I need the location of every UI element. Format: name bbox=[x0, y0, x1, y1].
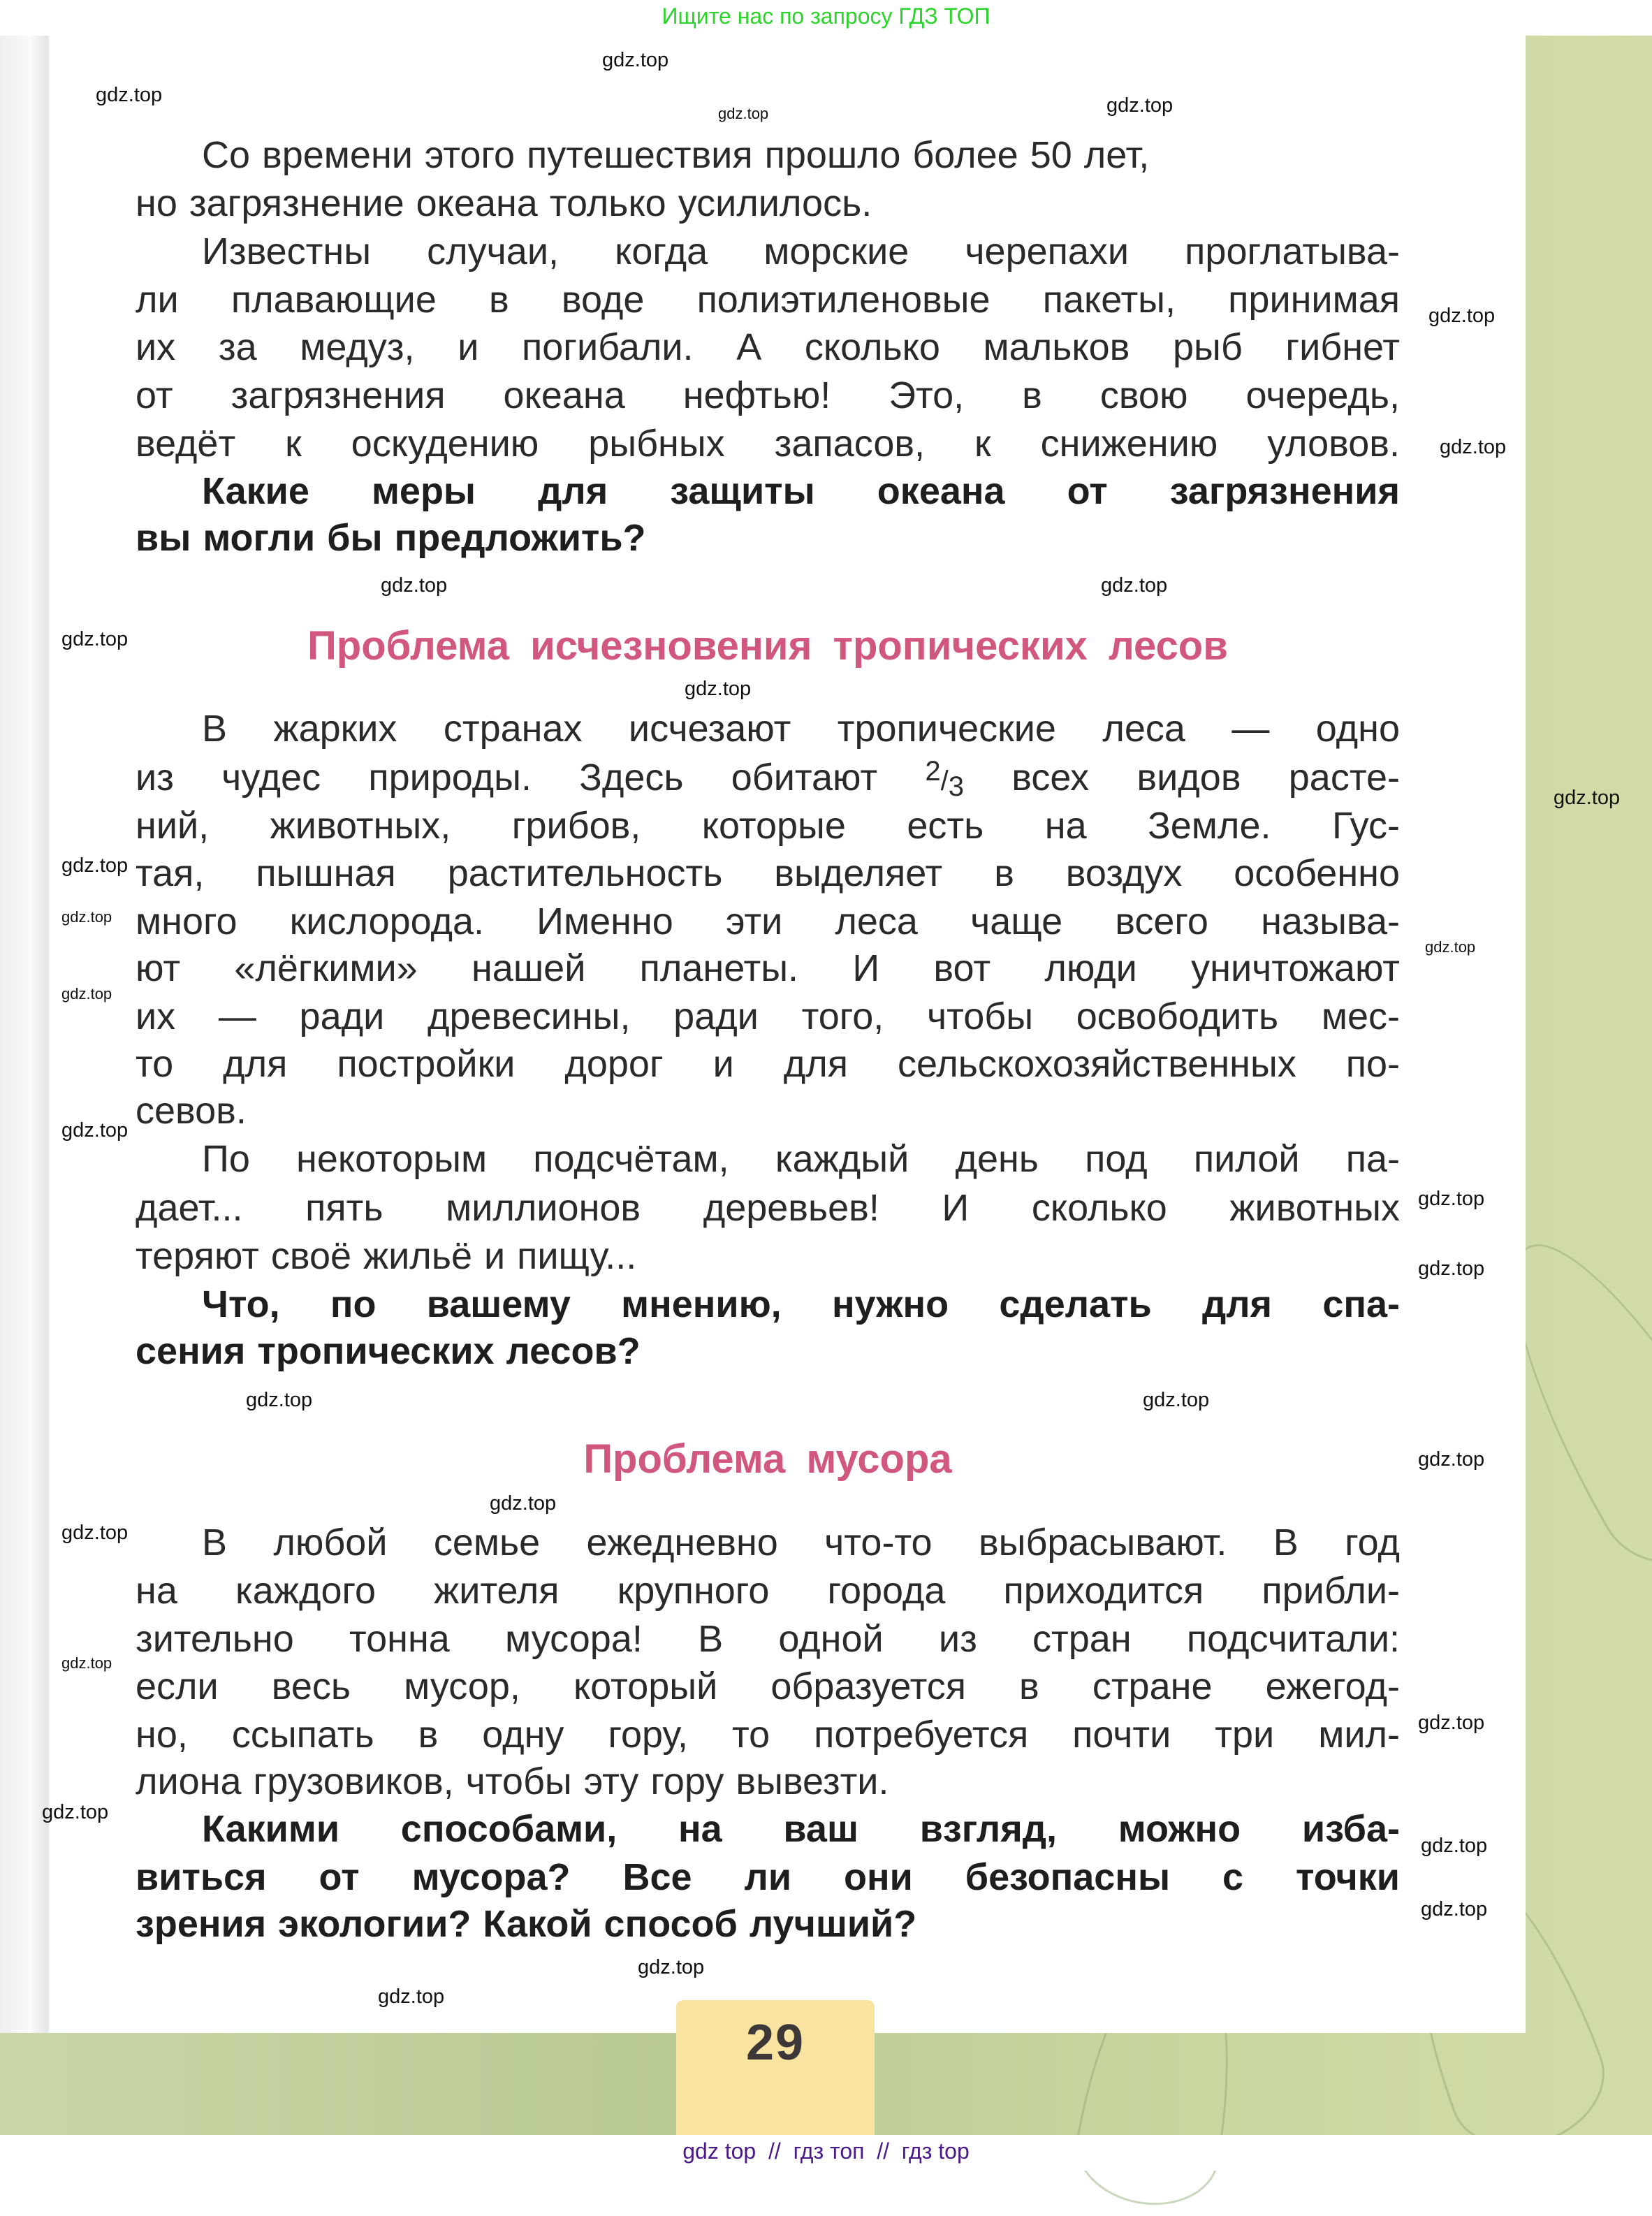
watermark: gdz.top bbox=[61, 628, 129, 650]
text-line: но, ссыпать в одну гору, то потребуется почти три мил- bbox=[136, 1714, 1400, 1756]
watermark: gdz.top bbox=[1418, 1258, 1485, 1280]
watermark: gdz.top bbox=[1428, 305, 1496, 327]
text-line: В любой семье ежедневно что-то выбрасывают. В год bbox=[202, 1522, 1400, 1563]
question-line: вы могли бы предложить? bbox=[136, 517, 646, 559]
text-line: ют «лёгкими» нашей планеты. И вот люди уничтожают bbox=[136, 947, 1400, 989]
watermark: gdz.top bbox=[61, 1654, 112, 1672]
text-line: Со времени этого путешествия прошло более 50 лет, bbox=[202, 134, 1150, 176]
watermark: gdz.top bbox=[1425, 938, 1476, 956]
question-line: зрения экологии? Какой способ лучший? bbox=[136, 1903, 917, 1945]
watermark: gdz.top bbox=[61, 985, 112, 1003]
question-line: Какими способами, на ваш взгляд, можно изба- bbox=[202, 1808, 1400, 1850]
watermark: gdz.top bbox=[718, 105, 769, 122]
text-line: то для постройки дорог и для сельскохозяйственных по- bbox=[136, 1043, 1400, 1085]
watermark: gdz.top bbox=[42, 1801, 109, 1823]
watermark: gdz.top bbox=[602, 49, 669, 71]
fraction-numerator: 2 bbox=[925, 756, 941, 787]
watermark: gdz.top bbox=[638, 1956, 705, 1978]
text-line: их — ради древесины, ради того, чтобы освободить мес- bbox=[136, 996, 1400, 1037]
text-line: Известны случаи, когда морские черепахи проглатыва- bbox=[202, 231, 1400, 272]
watermark: gdz.top bbox=[1421, 1835, 1488, 1857]
section-heading-forests: Проблема исчезновения тропических лесов bbox=[307, 623, 1228, 669]
watermark: gdz.top bbox=[381, 574, 448, 597]
watermark: gdz.top bbox=[1418, 1712, 1485, 1734]
watermark: gdz.top bbox=[61, 1522, 129, 1544]
text-line: зительно тонна мусора! В одной из стран подсчитали: bbox=[136, 1618, 1400, 1660]
watermark: gdz.top bbox=[685, 678, 752, 700]
text-line: ли плавающие в воде полиэтиленовые пакеты, принимая bbox=[136, 279, 1400, 321]
section-heading-garbage: Проблема мусора bbox=[583, 1436, 952, 1482]
watermark: gdz.top bbox=[61, 908, 112, 926]
text-line bbox=[136, 754, 1400, 801]
text-line: теряют своё жильё и пищу... bbox=[136, 1235, 637, 1277]
text-line: на каждого жителя крупного города приходится прибли- bbox=[136, 1570, 1400, 1612]
watermark: gdz.top bbox=[1440, 436, 1507, 458]
search-banner bbox=[0, 0, 1652, 36]
footer-links-text[interactable]: gdz top // гдз топ // гдз top bbox=[682, 2138, 970, 2164]
watermark: gdz.top bbox=[378, 1985, 445, 2008]
watermark: gdz.top bbox=[96, 84, 163, 106]
text-line: В жарких странах исчезают тропические леса — одно bbox=[202, 708, 1400, 750]
watermark: gdz.top bbox=[490, 1492, 557, 1515]
watermark: gdz.top bbox=[1554, 787, 1621, 809]
page-number: 29 bbox=[745, 2015, 805, 2071]
fraction-denominator: 3 bbox=[948, 771, 964, 802]
text-line: ний, животных, грибов, которые есть на Земле. Гус- bbox=[136, 805, 1400, 847]
text-line: их за медуз, и погибали. А сколько мальков рыб гибнет bbox=[136, 326, 1400, 368]
watermark: gdz.top bbox=[246, 1389, 313, 1411]
watermark: gdz.top bbox=[1418, 1448, 1485, 1471]
watermark: gdz.top bbox=[61, 1119, 129, 1142]
text-fragment: всех видов расте- bbox=[963, 757, 1400, 799]
text-line: севов. bbox=[136, 1090, 247, 1132]
question-line: сения тропических лесов? bbox=[136, 1330, 641, 1372]
text-line: лиона грузовиков, чтобы эту гору вывезти. bbox=[136, 1761, 889, 1802]
search-banner-text: Ищите нас по запросу ГДЗ ТОП bbox=[661, 3, 991, 29]
question-line: Что, по вашему мнению, нужно сделать для спа- bbox=[202, 1283, 1400, 1325]
watermark: gdz.top bbox=[1106, 94, 1174, 117]
text-line: если весь мусор, который образуется в стране ежегод- bbox=[136, 1665, 1400, 1707]
page-number-tab bbox=[676, 2000, 875, 2135]
watermark: gdz.top bbox=[61, 854, 129, 877]
fraction-two-thirds: 2/3 bbox=[925, 756, 964, 802]
page-fold-shadow bbox=[0, 36, 50, 2033]
footer-banner bbox=[0, 2135, 1652, 2171]
watermark: gdz.top bbox=[1421, 1898, 1488, 1920]
watermark: gdz.top bbox=[1101, 574, 1168, 597]
text-fragment: из чудес природы. Здесь обитают bbox=[136, 757, 926, 799]
question-line: виться от мусора? Все ли они безопасны с точки bbox=[136, 1856, 1400, 1898]
text-line: По некоторым подсчётам, каждый день под пилой па- bbox=[202, 1138, 1400, 1180]
text-line: но загрязнение океана только усилилось. bbox=[136, 182, 872, 224]
text-line: много кислорода. Именно эти леса чаще всего называ- bbox=[136, 901, 1400, 942]
text-line: тая, пышная растительность выделяет в воздух особенно bbox=[136, 852, 1400, 894]
text-line: от загрязнения океана нефтью! Это, в свою очередь, bbox=[136, 374, 1400, 416]
question-line: Какие меры для защиты океана от загрязнения bbox=[202, 470, 1400, 512]
text-line: ведёт к оскудению рыбных запасов, к снижению уловов. bbox=[136, 423, 1400, 465]
watermark: gdz.top bbox=[1143, 1389, 1210, 1411]
text-line: дает... пять миллионов деревьев! И сколько животных bbox=[136, 1187, 1400, 1229]
watermark: gdz.top bbox=[1418, 1188, 1485, 1210]
